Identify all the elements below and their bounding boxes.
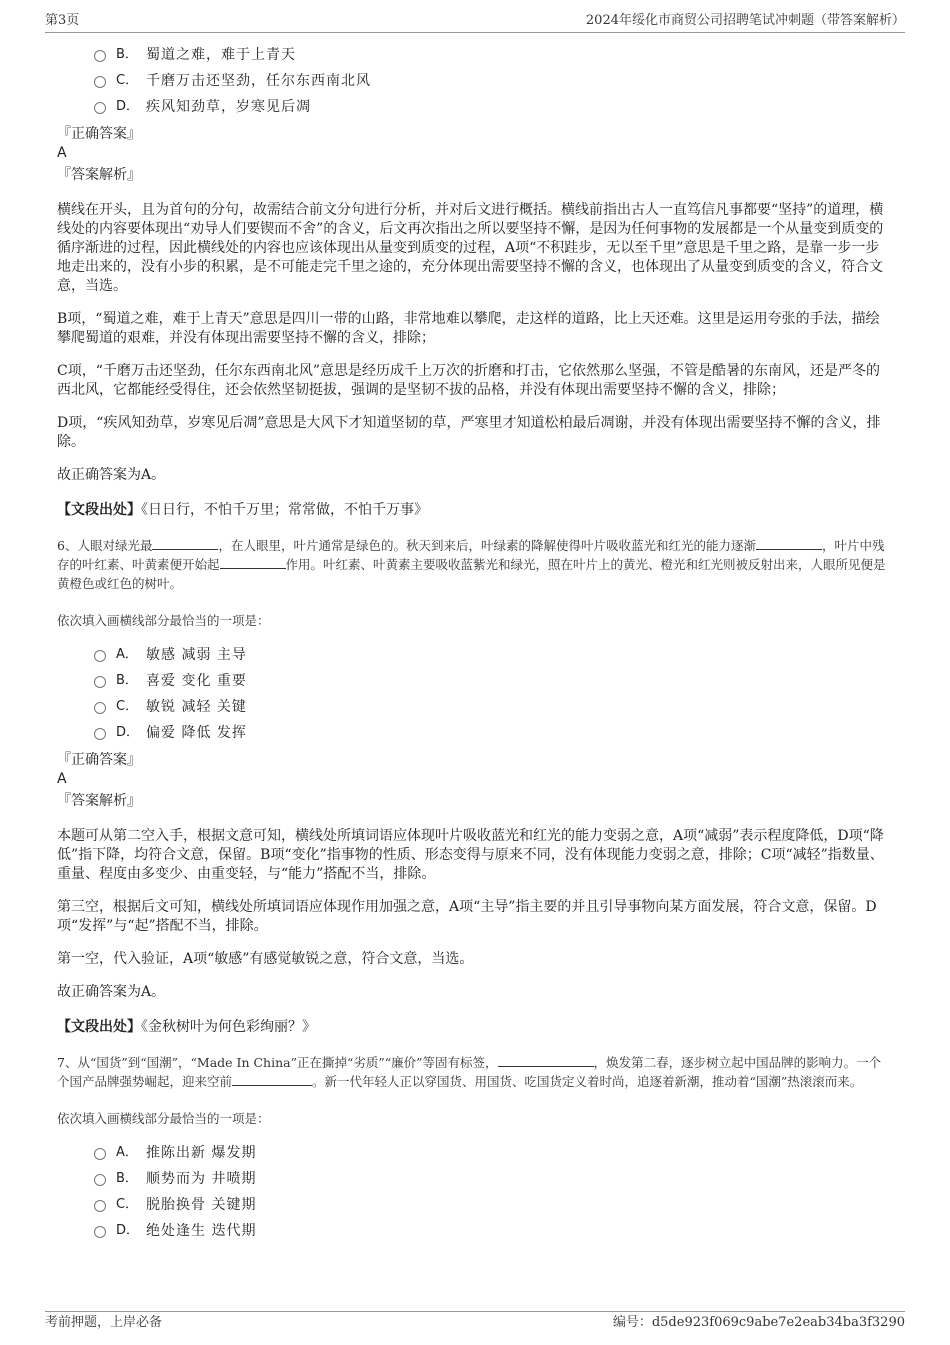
q6-option-b[interactable]: B． 喜爱 变化 重要 xyxy=(94,668,893,694)
answer-blank xyxy=(152,536,218,550)
source-citation: 【文段出处】《日日行，不怕千万里；常常做，不怕千万事》 xyxy=(57,502,428,518)
radio-icon[interactable] xyxy=(94,102,106,114)
q5-option-d[interactable]: D． 疾风知劲草，岁寒见后凋 xyxy=(94,94,893,120)
answer-blank xyxy=(232,1072,312,1086)
footer-slogan: 考前押题，上岸必备 xyxy=(45,1315,163,1330)
q7-option-a[interactable]: A． 推陈出新 爆发期 xyxy=(94,1140,893,1166)
page-number: 第3页 xyxy=(45,13,80,28)
radio-icon[interactable] xyxy=(94,76,106,88)
radio-icon[interactable] xyxy=(94,702,106,714)
document-body xyxy=(57,42,893,1244)
document-code: 编号：d5de923f069c9abe7e2eab34ba3f3290 xyxy=(612,1315,905,1330)
radio-icon[interactable] xyxy=(94,728,106,740)
analysis-paragraph: 故正确答案为A。 xyxy=(57,984,166,1000)
analysis-paragraph: 故正确答案为A。 xyxy=(57,467,166,483)
source-citation: 【文段出处】《金秋树叶为何色彩绚丽？》 xyxy=(57,1019,316,1035)
radio-icon[interactable] xyxy=(94,1174,106,1186)
radio-icon[interactable] xyxy=(94,1148,106,1160)
radio-icon[interactable] xyxy=(94,650,106,662)
analysis-paragraph: 第三空，根据后文可知，横线处所填词语应体现作用加强之意，A项“主导”指主要的并且引导事物向某方面发展，符合文意，保留。D项“发挥”与“起”搭配不当，排除。 xyxy=(57,899,877,934)
radio-icon[interactable] xyxy=(94,676,106,688)
q7-option-d[interactable]: D． 绝处逢生 迭代期 xyxy=(94,1218,893,1244)
analysis-paragraph: 本题可从第二空入手，根据文意可知，横线处所填词语应体现叶片吸收蓝光和红光的能力变弱之意，A项“减弱”表示程度降低，D项“降低”指下降，均符合文意，保留。B项“变化”指事物的性质、形态变得与原来不同，没有体现能力变弱之意，排除；C项“减轻”指数量、重量、程度由多变少、由重变轻，与“能力”搭配不当，排除。 xyxy=(57,828,884,882)
answer-blank xyxy=(220,555,286,569)
question-6-text: 6、人眼对绿光最 ，在人眼里，叶片通常是绿色的。秋天到来后，叶绿素的降解使得叶片吸收蓝光和红光的能力逐渐 ，叶片中残存的叶红素、叶黄素便开始起 作用。叶红素、叶黄素主要吸收蓝紫光和绿光，照在叶片上的黄光、橙光和红光则被反射出来，人眼所见便是黄橙色或红色的树叶。 xyxy=(57,538,886,591)
question-prompt: 依次填入画横线部分最恰当的一项是： xyxy=(57,1111,270,1126)
page-header xyxy=(45,10,905,33)
question-7-text: 7、从“国货”到“国潮”，“Made In China”正在撕掉“劣质”“廉价”等固有标签， ，焕发第二春，逐步树立起中国品牌的影响力。一个个国产品牌强势崛起，迎来空前 。新一代年轻人正以穿国货、用国货、吃国货定义着时尚，追逐着新潮，推动着“国潮”热滚滚而来。 xyxy=(57,1055,882,1089)
q5-option-c[interactable]: C． 千磨万击还坚劲，任尔东西南北风 xyxy=(94,68,893,94)
q6-option-c[interactable]: C． 敏锐 减轻 关键 xyxy=(94,694,893,720)
analysis-tag: 『答案解析』 xyxy=(57,167,141,183)
q5-options xyxy=(57,42,893,120)
q6-option-a[interactable]: A． 敏感 减弱 主导 xyxy=(94,642,893,668)
q7-option-b[interactable]: B． 顺势而为 井喷期 xyxy=(94,1166,893,1192)
q6-option-d[interactable]: D． 偏爱 降低 发挥 xyxy=(94,720,893,746)
analysis-paragraph: C项，“千磨万击还坚劲，任尔东西南北风”意思是经历成千上万次的折磨和打击，它依然那么坚强，不管是酷暑的东南风，还是严冬的西北风，它都能经受得住，还会依然坚韧挺拔，强调的是坚韧不拔的品格，并没有体现出需要坚持不懈的含义，排除； xyxy=(57,363,881,398)
radio-icon[interactable] xyxy=(94,1200,106,1212)
correct-answer: A xyxy=(57,145,67,161)
analysis-tag: 『答案解析』 xyxy=(57,793,141,809)
analysis-paragraph: 横线在开头，且为首句的分句，故需结合前文分句进行分析，并对后文进行概括。横线前指出古人一直笃信凡事都要“坚持”的道理，横线处的内容要体现出“劝导人们要锲而不舍”的含义，后文再次指出之所以要坚持不懈，是因为任何事物的发展都是一个从量变到质变的循序渐进的过程，因此横线处的内容也应该体现出从量变到质变的过程，A项“不积跬步，无以至千里”意思是千里之路，是靠一步一步地走出来的，没有小步的积累，是不可能走完千里之途的，充分体现出需要坚持不懈的含义，也体现出了从量变到质变的含义，符合文意，当选。 xyxy=(57,202,884,294)
page-footer xyxy=(45,1311,905,1334)
question-prompt: 依次填入画横线部分最恰当的一项是： xyxy=(57,613,270,628)
q5-option-b[interactable]: B． 蜀道之难，难于上青天 xyxy=(94,42,893,68)
analysis-paragraph: B项，“蜀道之难，难于上青天”意思是四川一带的山路，非常地难以攀爬，走这样的道路，比上天还难。这里是运用夸张的手法，描绘攀爬蜀道的艰难，并没有体现出需要坚持不懈的含义，排除； xyxy=(57,311,880,346)
correct-answer-tag: 『正确答案』 xyxy=(57,126,141,142)
analysis-paragraph: D项，“疾风知劲草，岁寒见后凋”意思是大风下才知道坚韧的草，严寒里才知道松柏最后凋谢，并没有体现出需要坚持不懈的含义，排除。 xyxy=(57,415,881,450)
radio-icon[interactable] xyxy=(94,50,106,62)
q6-options xyxy=(57,642,893,746)
radio-icon[interactable] xyxy=(94,1226,106,1238)
correct-answer: A xyxy=(57,771,67,787)
correct-answer-tag: 『正确答案』 xyxy=(57,752,141,768)
q7-option-c[interactable]: C． 脱胎换骨 关键期 xyxy=(94,1192,893,1218)
answer-blank xyxy=(498,1053,594,1067)
document-title: 2024年绥化市商贸公司招聘笔试冲刺题（带答案解析） xyxy=(585,13,905,28)
answer-blank xyxy=(756,536,822,550)
q7-options xyxy=(57,1140,893,1244)
analysis-paragraph: 第一空，代入验证，A项“敏感”有感觉敏锐之意，符合文意，当选。 xyxy=(57,951,474,967)
